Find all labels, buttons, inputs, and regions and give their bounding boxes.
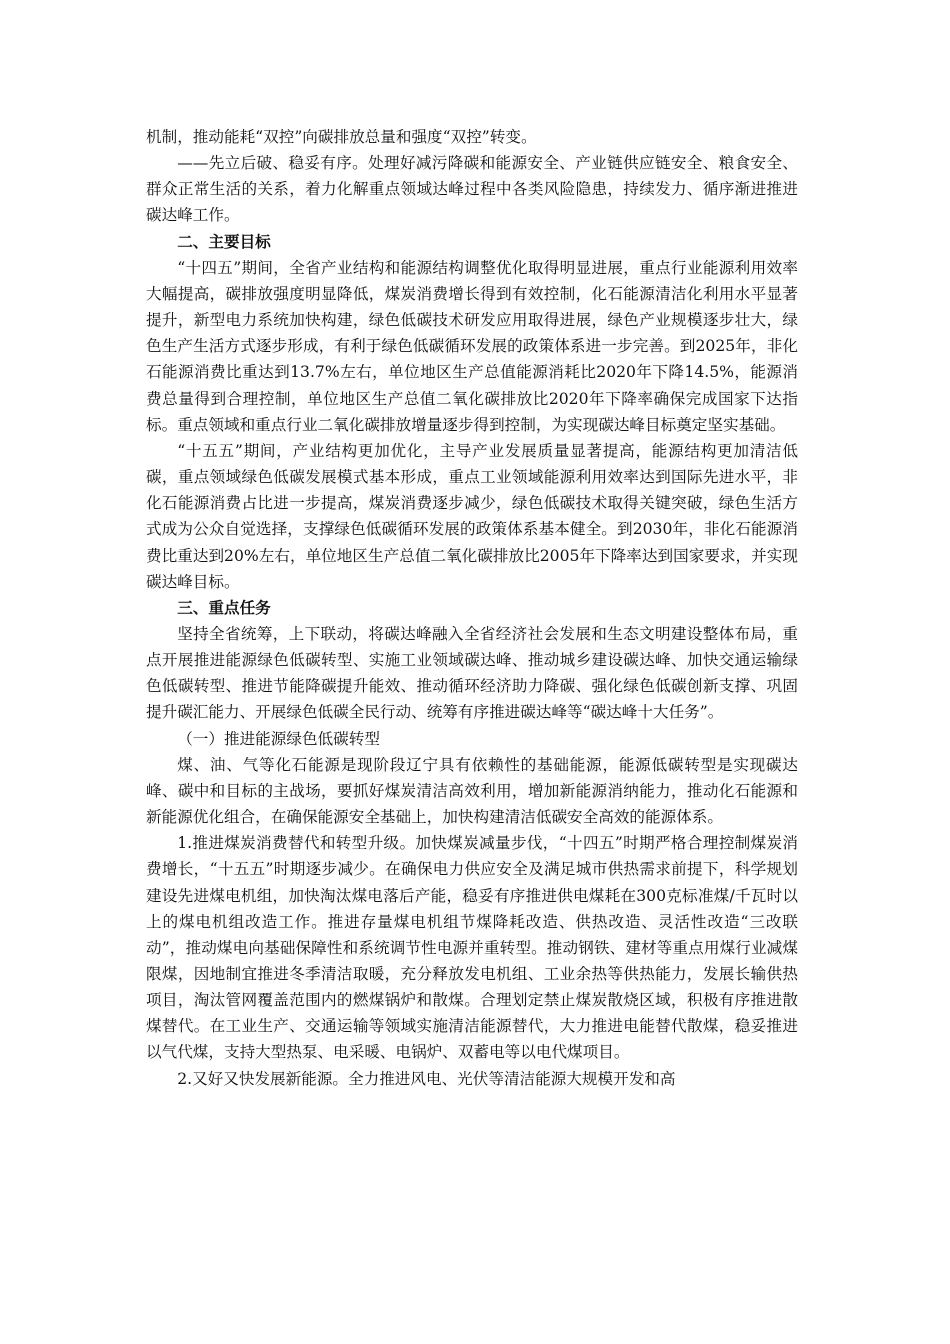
section-heading-key-tasks: 三、重点任务 — [177, 597, 271, 617]
section-heading-main-goals: 二、主要目标 — [177, 231, 271, 251]
body-paragraph-continuation: 机制，推动能耗“双控”向碳排放总量和强度“双控”转变。 — [146, 128, 537, 146]
body-paragraph: 1.推进煤炭消费替代和转型升级。加快煤炭减量步伐，“十四五”时期严格合理控制煤炭消费增长，“十五五”时期逐步减少。在确保电力供应安全及满足城市供热需求前提下，科学规划建设先进煤电机组，加快淘汰煤电落后产能，稳妥有序推进供电煤耗在300克标准煤/千瓦时以上的煤电机组改造工作。推进存量煤电机组节煤降耗改造、供热改造、灵活性改造“三改联动”，推动煤电向基础保障性和系统调节性电源并重转型。推动钢铁、建材等重点用煤行业减煤限煤，因地制宜推进冬季清洁取暖，充分释放发电机组、工业余热等供热能力，发展长输供热项目，淘汰管网覆盖范围内的燃煤锅炉和散煤。合理划定禁止煤炭散烧区域，积极有序推进散煤替代。在工业生产、交通运输等领域实施清洁能源替代，大力推进电能替代散煤，稳妥推进以气代煤，支持大型热泵、电采暖、电锅炉、双蓄电等以电代煤项目。 — [146, 834, 798, 1062]
body-paragraph: 坚持全省统筹，上下联动，将碳达峰融入全省经济社会发展和生态文明建设整体布局，重点开展推进能源绿色低碳转型、实施工业领域碳达峰、推动城乡建设碳达峰、加快交通运输绿色低碳转型、推进节能降碳提升能效、推动循环经济助力降碳、强化绿色低碳创新支撑、巩固提升碳汇能力、开展绿色低碳全民行动、统筹有序推进碳达峰等“碳达峰十大任务”。 — [146, 624, 798, 722]
subsection-heading: （一）推进能源绿色低碳转型 — [177, 729, 380, 748]
document-page — [146, 124, 798, 1092]
body-paragraph: 煤、油、气等化石能源是现阶段辽宁具有依赖性的基础能源，能源低碳转型是实现碳达峰、碳中和目标的主战场，要抓好煤炭清洁高效利用，增加新能源消纳能力，推动化石能源和新能源优化组合，在确保能源安全基础上，加快构建清洁低碳安全高效的能源体系。 — [146, 755, 798, 827]
body-paragraph: 2.又好又快发展新能源。全力推进风电、光伏等清洁能源大规模开发和高 — [177, 1069, 676, 1088]
body-paragraph: “十五五”期间，产业结构更加优化，主导产业发展质量显著提高，能源结构更加清洁低碳，重点领域绿色低碳发展模式基本形成，重点工业领域能源利用效率达到国际先进水平，非化石能源消费占比进一步提高，煤炭消费逐步减少，绿色低碳技术取得关键突破，绿色生活方式成为公众自觉选择，支撑绿色低碳循环发展的政策体系基本健全。到2030年，非化石能源消费比重达到20%左右，单位地区生产总值二氧化碳排放比2005年下降率达到国家要求，并实现碳达峰目标。 — [146, 441, 798, 591]
body-paragraph: ——先立后破、稳妥有序。处理好减污降碳和能源安全、产业链供应链安全、粮食安全、群众正常生活的关系，着力化解重点领域达峰过程中各类风险隐患，持续发力、循序渐进推进碳达峰工作。 — [146, 154, 798, 225]
body-paragraph: “十四五”期间，全省产业结构和能源结构调整优化取得明显进展，重点行业能源利用效率大幅提高，碳排放强度明显降低，煤炭消费增长得到有效控制，化石能源清洁化利用水平显著提升，新型电力系统加快构建，绿色低碳技术研发应用取得进展，绿色产业规模逐步壮大，绿色生产生活方式逐步形成，有利于绿色低碳循环发展的政策体系进一步完善。到2025年，非化石能源消费比重达到13.7%左右，单位地区生产总值能源消耗比2020年下降14.5%，能源消费总量得到合理控制，单位地区生产总值二氧化碳排放比2020年下降率确保完成国家下达指标。重点领域和重点行业二氧化碳排放增量逐步得到控制，为实现碳达峰目标奠定坚实基础。 — [146, 258, 798, 434]
